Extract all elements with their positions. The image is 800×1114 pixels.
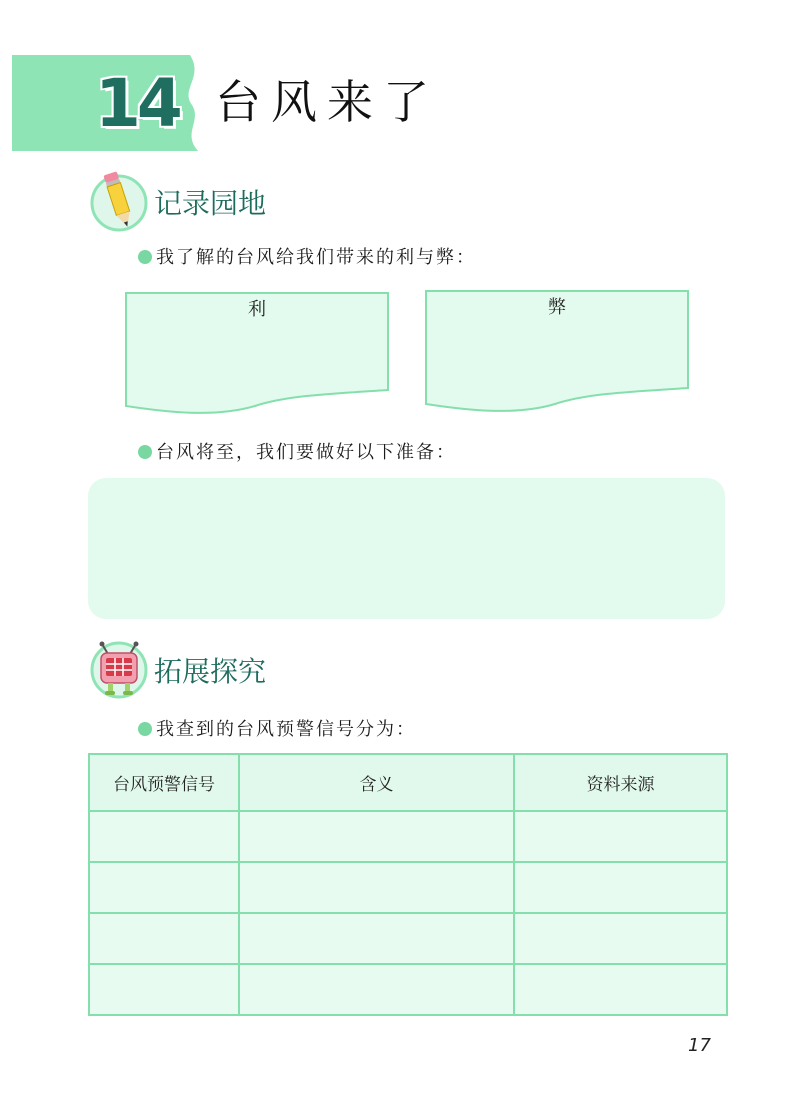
- warning-signal-table: [88, 753, 728, 1016]
- table-cell[interactable]: [89, 811, 239, 862]
- bullet-dot: [138, 445, 152, 459]
- table-cell[interactable]: [514, 811, 727, 862]
- pros-box[interactable]: [125, 292, 389, 416]
- table-cell[interactable]: [514, 862, 727, 913]
- page-number: 17: [688, 1035, 711, 1056]
- table-cell[interactable]: [514, 913, 727, 964]
- table-cell[interactable]: [89, 964, 239, 1015]
- lesson-title: 台风来了: [215, 75, 439, 129]
- preparation-writing-area[interactable]: [88, 478, 725, 619]
- cons-label: 弊: [548, 297, 566, 318]
- robot-icon: [88, 638, 150, 700]
- prompt-preparation-text: 台风将至，我们要做好以下准备：: [156, 442, 456, 463]
- table-cell[interactable]: [89, 913, 239, 964]
- column-header-meaning: 含义: [239, 754, 514, 811]
- prompt-signals: [138, 718, 416, 742]
- table-cell[interactable]: [239, 964, 514, 1015]
- bullet-dot: [138, 250, 152, 264]
- bullet-dot: [138, 722, 152, 736]
- table-cell[interactable]: [89, 862, 239, 913]
- prompt-preparation: [138, 441, 456, 465]
- column-header-source: 资料来源: [514, 754, 727, 811]
- prompt-pros-cons-text: 我了解的台风给我们带来的利与弊：: [156, 247, 476, 268]
- table-row: [89, 811, 727, 862]
- lesson-number: 14: [95, 65, 179, 142]
- table-row: [89, 964, 727, 1015]
- table-cell[interactable]: [239, 913, 514, 964]
- prompt-pros-cons: [138, 246, 476, 270]
- column-header-signal: 台风预警信号: [89, 754, 239, 811]
- table-row: [89, 913, 727, 964]
- table-cell[interactable]: [239, 862, 514, 913]
- section-heading-record: 记录园地: [154, 187, 267, 220]
- prompt-signals-text: 我查到的台风预警信号分为：: [156, 719, 416, 740]
- table-cell[interactable]: [239, 811, 514, 862]
- table-row: [89, 862, 727, 913]
- cons-box[interactable]: [425, 290, 689, 414]
- table-header-row: [89, 754, 727, 811]
- pencil-icon: [88, 170, 150, 232]
- pros-label: 利: [248, 299, 266, 320]
- section-heading-explore: 拓展探究: [154, 655, 267, 688]
- table-cell[interactable]: [514, 964, 727, 1015]
